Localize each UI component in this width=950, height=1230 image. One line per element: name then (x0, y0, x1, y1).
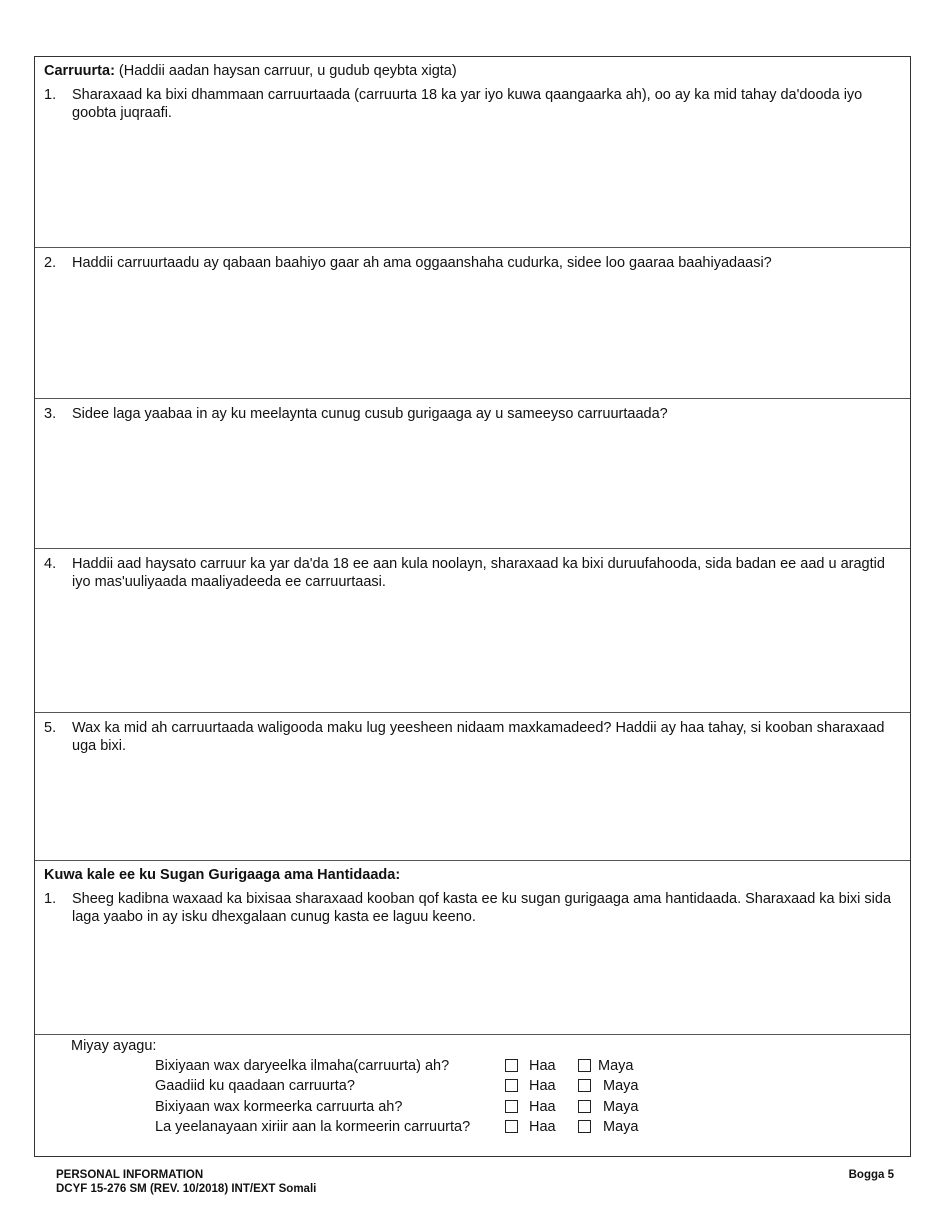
children-question-4-section[interactable] (35, 549, 910, 713)
yes-label: Haa (529, 1058, 556, 1074)
checklist-label: Miyay ayagu: (71, 1038, 157, 1054)
checklist-question: Bixiyaan wax kormeerka carruurta ah? (155, 1099, 403, 1115)
yes-checkbox[interactable] (505, 1079, 518, 1092)
form-page (34, 56, 911, 1157)
children-question-4: 4. Haddii aad haysato carruur ka yar da'da 18 ee aan kula noolayn, sharaxaad ka bixi duruufahooda, sida badan ee aad u aragtid iyo mas'uuliyaada maaliyadeeda ee carruurtaasi. (44, 556, 885, 590)
children-question-5: 5. Wax ka mid ah carruurtaada waligooda maku lug yeesheen nidaam maxkamadeed? Haddii ay haa tahay, si kooban sharaxaad uga bixi. (44, 720, 885, 754)
children-question-3-section[interactable] (35, 399, 910, 549)
children-question-2-section[interactable] (35, 248, 910, 399)
checklist-question: La yeelanayaan xiriir aan la kormeerin carruurta? (155, 1119, 471, 1135)
yes-label: Haa (529, 1078, 556, 1094)
no-label: Maya (603, 1099, 639, 1115)
page-number: Bogga 5 (848, 1169, 894, 1181)
yes-checkbox[interactable] (505, 1059, 518, 1072)
footer-line-2: DCYF 15-276 SM (REV. 10/2018) INT/EXT Somali (56, 1183, 317, 1195)
household-section[interactable] (35, 861, 910, 1035)
checklist-question: Gaadiid ku qaadaan carruurta? (155, 1078, 355, 1094)
no-label: Maya (603, 1078, 639, 1094)
yes-checkbox[interactable] (505, 1100, 518, 1113)
no-checkbox[interactable] (578, 1100, 591, 1113)
footer-form-id (56, 1168, 316, 1196)
no-checkbox[interactable] (578, 1059, 591, 1072)
yes-label: Haa (529, 1119, 556, 1135)
children-question-1: 1. Sharaxaad ka bixi dhammaan carruurtaada (carruurta 18 ka yar iyo kuwa qaangaarka ah), oo ay ka mid tahay da'dooda iyo goobta juqraafi. (44, 87, 863, 121)
children-section-heading: Carruurta: (Haddii aadan haysan carruur, u gudub qeybta xigta) (44, 63, 457, 79)
household-question-1: 1. Sheeg kadibna waxaad ka bixisaa sharaxaad kooban qof kasta ee ku sugan gurigaaga ama hantidaada. Sharaxaad ka bixi sida laga yaabo in ay isku dhexgalaan cunug kasta ee laguu keeno. (44, 891, 892, 925)
no-label: Maya (603, 1119, 639, 1135)
children-question-1-section[interactable] (35, 57, 910, 248)
footer-line-1: PERSONAL INFORMATION (56, 1169, 204, 1181)
household-checklist-section (35, 1035, 910, 1158)
children-question-2: 2. Haddii carruurtaadu ay qabaan baahiyo gaar ah ama oggaanshaha cudurka, sidee loo gaaraa baahiyadaasi? (44, 255, 772, 271)
checklist-question: Bixiyaan wax daryeelka ilmaha(carruurta) ah? (155, 1058, 450, 1074)
no-checkbox[interactable] (578, 1120, 591, 1133)
children-question-5-section[interactable] (35, 713, 910, 861)
yes-label: Haa (529, 1099, 556, 1115)
no-label: Maya (598, 1058, 634, 1074)
no-checkbox[interactable] (578, 1079, 591, 1092)
children-question-3: 3. Sidee laga yaabaa in ay ku meelaynta cunug cusub gurigaaga ay u sameeyso carruurtaada? (44, 406, 668, 422)
yes-checkbox[interactable] (505, 1120, 518, 1133)
household-section-heading: Kuwa kale ee ku Sugan Gurigaaga ama Hantidaada: (44, 867, 401, 883)
